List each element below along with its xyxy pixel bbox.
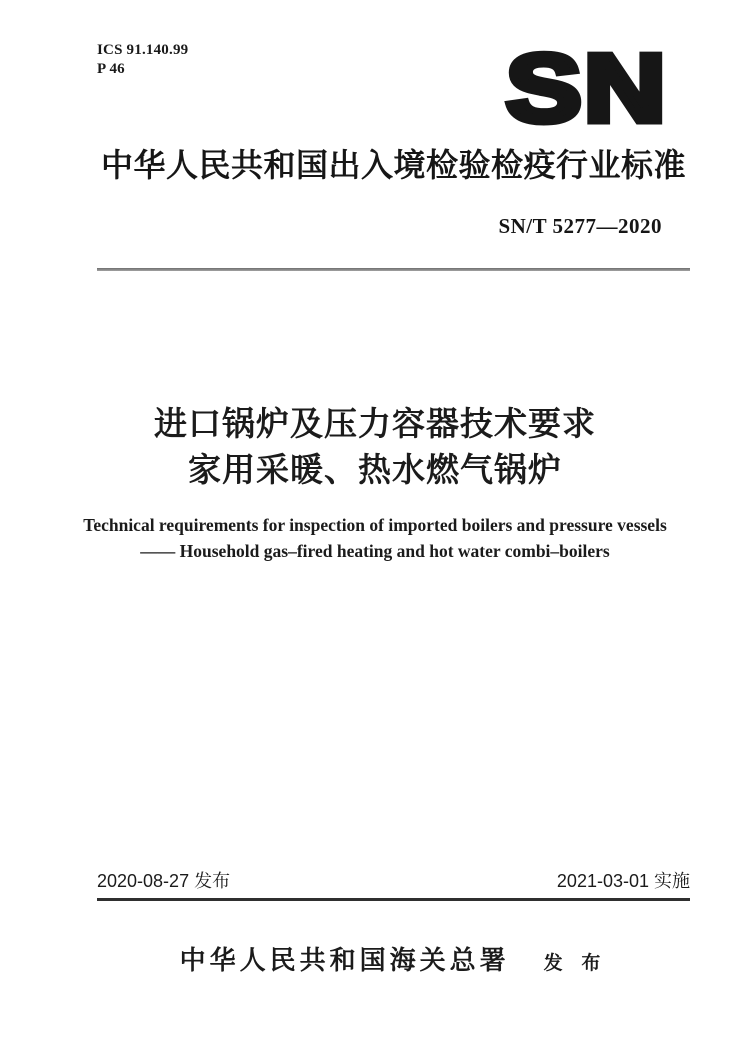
title-en-line2: —— Household gas–fired heating and hot water combi–boilers: [140, 541, 610, 561]
standard-number: SN/T 5277—2020: [498, 214, 662, 238]
header-rule: [97, 268, 690, 271]
ics-code: ICS 91.140.99: [97, 42, 189, 58]
footer-rule: [97, 898, 690, 901]
title-cn-line1: 进口锅炉及压力容器技术要求: [154, 405, 596, 442]
publish-label: 发 布: [543, 953, 608, 974]
sn-logo-text: SN: [506, 35, 669, 142]
classification-code: P 46: [97, 61, 125, 77]
publisher-row: [97, 940, 690, 977]
date-row: [97, 870, 690, 892]
publisher-name: 中华人民共和国海关总署: [179, 946, 510, 975]
standard-title-en: [30, 512, 720, 564]
standard-category-heading: 中华人民共和国出入境检验检疫行业标准: [100, 147, 686, 183]
issue-date: 2020-08-27 发布: [97, 871, 231, 891]
title-en-line1: Technical requirements for inspection of imported boilers and pressure vessels: [83, 515, 667, 535]
sn-logo: [506, 35, 688, 142]
standard-title-cn: [40, 401, 710, 493]
title-cn-line2: 家用采暖、热水燃气锅炉: [188, 451, 562, 488]
ics-block: [97, 41, 188, 79]
implementation-date: 2021-03-01 实施: [556, 871, 690, 891]
